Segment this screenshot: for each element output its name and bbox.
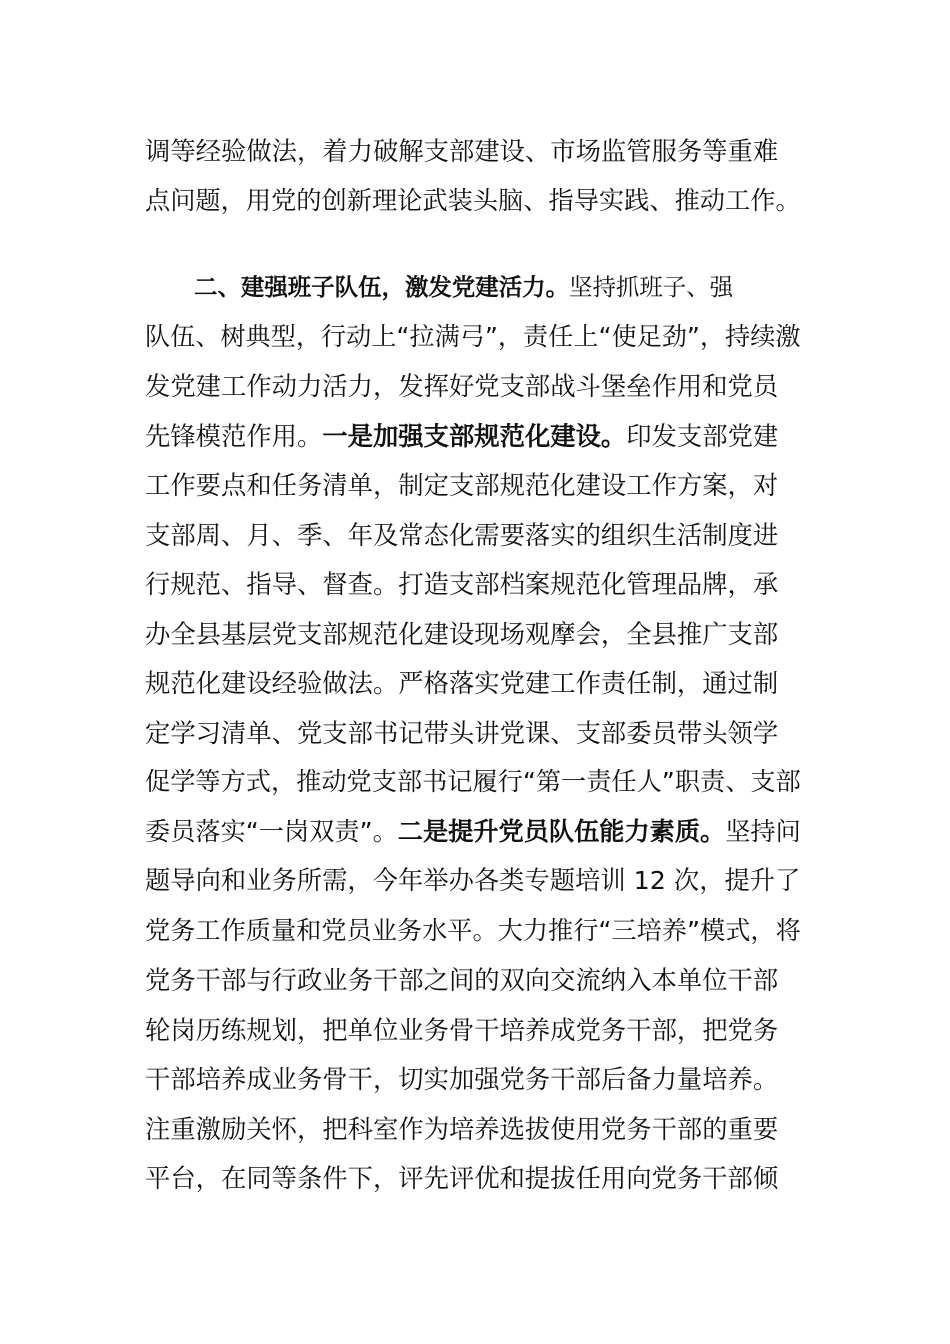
paragraph-2-line-11: 促学等方式，推动党支部书记履行“第一责任人”职责、支部: [145, 767, 801, 796]
paragraph-2-line-7: 行规范、指导、督查。打造支部档案规范化管理品牌，承: [145, 569, 779, 599]
section-heading: 二、建强班子队伍，激发党建活力。: [194, 273, 569, 301]
line-text: 先锋模范作用。: [145, 421, 323, 451]
paragraph-2-line-12: [145, 815, 805, 849]
paragraph-1-line-1: 调等经验做法，着力破解支部建设、市场监管服务等重难: [145, 136, 779, 166]
paragraph-2-line-3: 发党建工作动力活力，发挥好党支部战斗堡垒作用和党员: [145, 371, 779, 401]
paragraph-2-line-6: 支部周、月、季、年及常态化需要落实的组织生活制度进: [145, 520, 779, 550]
subheading-one: 一是加强支部规范化建设。: [322, 421, 627, 451]
paragraph-2-line-1: [194, 270, 854, 304]
line-text: 委员落实“一岗双责”。: [145, 817, 398, 846]
paragraph-2-line-2: 队伍、树典型，行动上“拉满弓”，责任上“使足劲”，持续激: [145, 322, 801, 351]
subheading-two: 二是提升党员队伍能力素质。: [397, 817, 726, 846]
paragraph-2-line-16: 轮岗历练规划，把单位业务骨干培养成党务干部，把党务: [145, 1015, 779, 1045]
paragraph-2-line-9: 规范化建设经验做法。严格落实党建工作责任制，通过制: [145, 668, 779, 698]
paragraph-2-line-5: 工作要点和任务清单，制定支部规范化建设工作方案，对: [145, 470, 779, 500]
paragraph-1-line-2: 点问题，用党的创新理论武装头脑、指导实践、推动工作。: [145, 186, 801, 215]
paragraph-2-line-19: 平台，在同等条件下，评先评优和提拔任用向党务干部倾: [145, 1163, 779, 1193]
paragraph-2-line-17: 干部培养成业务骨干，切实加强党务干部后备力量培养。: [145, 1064, 779, 1094]
paragraph-2-line-14: 党务工作质量和党员业务水平。大力推行“三培养”模式，将: [145, 916, 801, 945]
line-text: 印发支部党建: [626, 421, 779, 451]
paragraph-2-line-4: [145, 419, 805, 453]
paragraph-2-line-13: 题导向和业务所需，今年举办各类专题培训 12 次，提升了: [145, 866, 801, 895]
paragraph-2-line-18: 注重激励关怀，把科室作为培养选拔使用党务干部的重要: [145, 1114, 779, 1144]
paragraph-2-line-15: 党务干部与行政业务干部之间的双向交流纳入本单位干部: [145, 965, 779, 995]
paragraph-2-line-10: 定学习清单、党支部书记带头讲党课、支部委员带头领学: [145, 718, 779, 748]
line-text: 坚持问: [725, 817, 801, 846]
line-text: 坚持抓班子、强: [569, 273, 734, 301]
paragraph-2-line-8: 办全县基层党支部规范化建设现场观摩会，全县推广支部: [145, 619, 779, 649]
